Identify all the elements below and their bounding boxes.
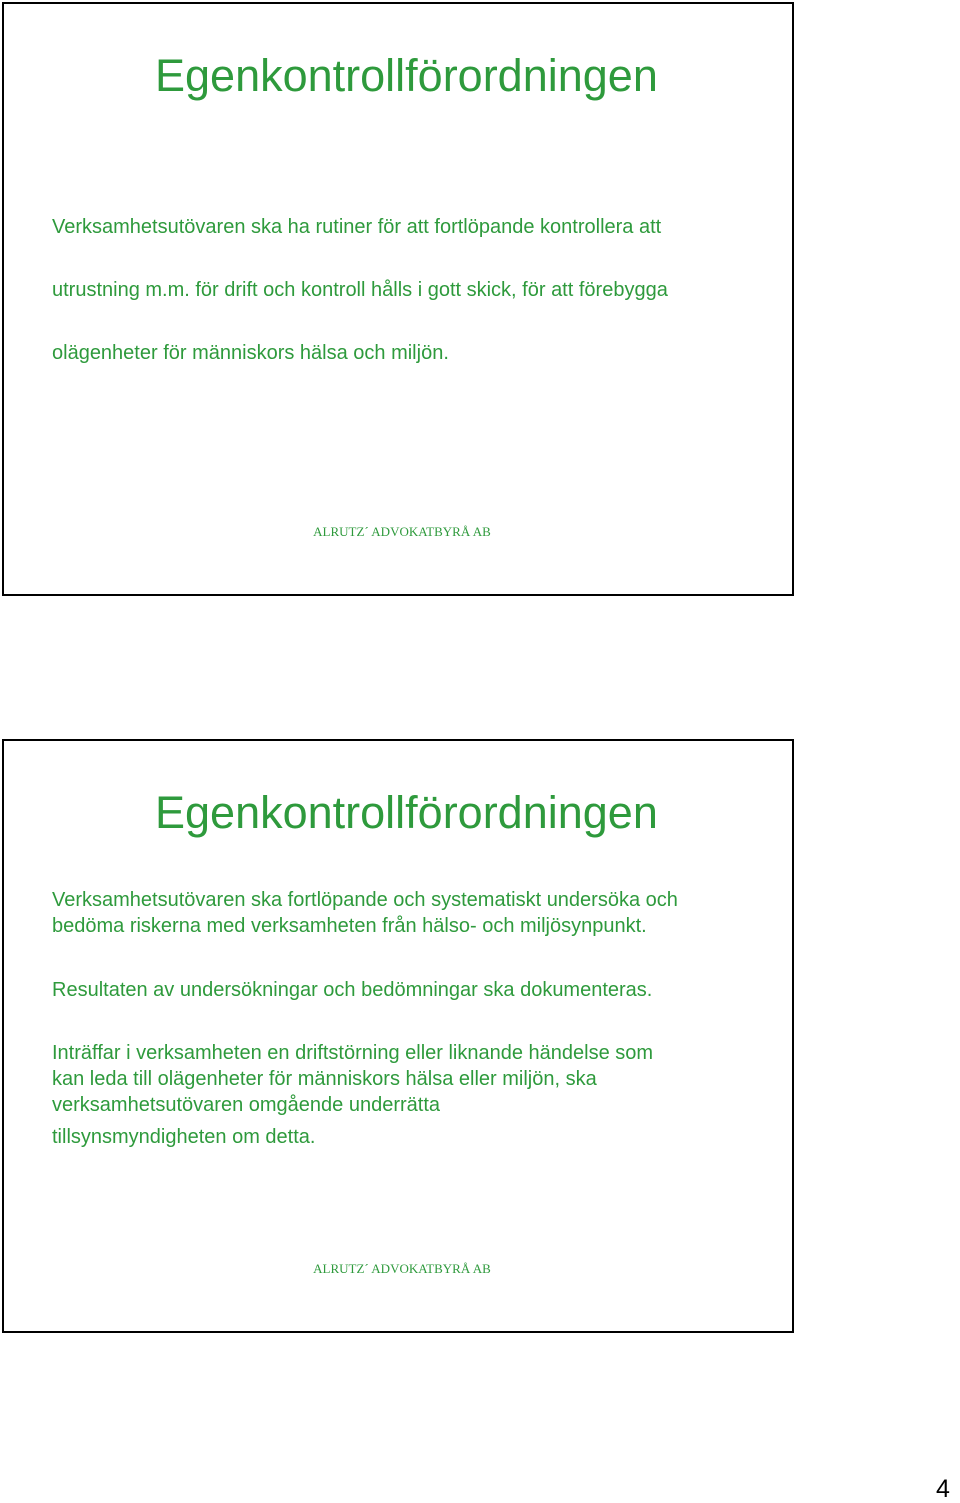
body-line: Resultaten av undersökningar och bedömningar ska dokumenteras.	[52, 979, 653, 1001]
body-line: Inträffar i verksamheten en driftstörning eller liknande händelse som	[52, 1042, 654, 1064]
body-line: tillsynsmyndigheten om detta.	[52, 1126, 316, 1148]
body-line: olägenheter för människors hälsa och miljön.	[52, 342, 449, 364]
slide-footer: ALRUTZ´ ADVOKATBYRÅ AB	[313, 524, 491, 539]
slide-title: Egenkontrollförordningen	[155, 50, 658, 101]
slide-footer: ALRUTZ´ ADVOKATBYRÅ AB	[313, 1261, 491, 1276]
slide-1	[2, 2, 794, 596]
body-line: bedöma riskerna med verksamheten från hälso- och miljösynpunkt.	[52, 915, 647, 937]
body-line: kan leda till olägenheter för människors hälsa eller miljön, ska	[52, 1068, 597, 1090]
slide-title: Egenkontrollförordningen	[155, 787, 658, 838]
body-line: Verksamhetsutövaren ska ha rutiner för att fortlöpande kontrollera att	[52, 216, 662, 238]
slide-2	[2, 739, 794, 1333]
body-line: verksamhetsutövaren omgående underrätta	[52, 1094, 441, 1116]
body-line: utrustning m.m. för drift och kontroll hålls i gott skick, för att förebygga	[52, 279, 668, 301]
body-line: Verksamhetsutövaren ska fortlöpande och systematiskt undersöka och	[52, 889, 678, 911]
page-number: 4	[936, 1475, 950, 1503]
